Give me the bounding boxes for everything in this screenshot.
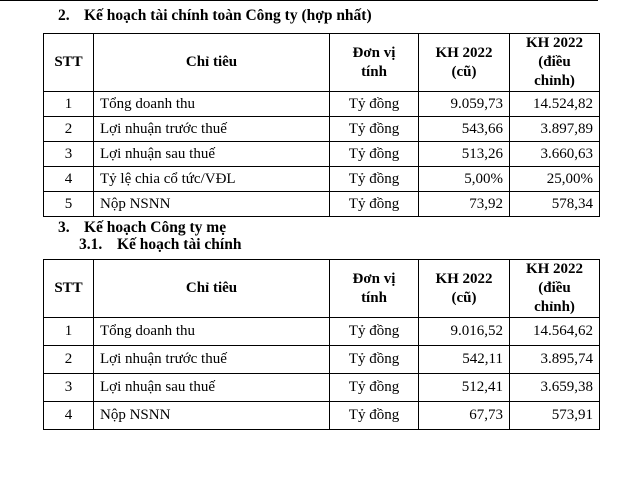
cell-chi-tieu: Tổng doanh thu xyxy=(94,318,330,346)
cell-chi-tieu: Lợi nhuận sau thuế xyxy=(94,142,330,167)
cell-kh-cu: 9.016,52 xyxy=(419,318,510,346)
section-3-heading xyxy=(58,219,226,237)
header-stt: STT xyxy=(44,260,94,318)
table-row xyxy=(44,318,600,346)
cell-stt: 4 xyxy=(44,402,94,430)
header-don-vi-line1: Đơn vị xyxy=(352,44,396,61)
cell-don-vi: Tỷ đồng xyxy=(330,92,419,117)
consolidated-financial-plan-table xyxy=(43,33,600,217)
section-3-1-number: 3.1. xyxy=(79,236,103,253)
cell-kh-dieu-chinh: 578,34 xyxy=(510,192,600,217)
cell-don-vi: Tỷ đồng xyxy=(330,142,419,167)
cell-kh-dieu-chinh: 3.895,74 xyxy=(510,346,600,374)
table-row xyxy=(44,92,600,117)
header-kh-cu-line1: KH 2022 xyxy=(435,44,493,61)
section-2-title: Kế hoạch tài chính toàn Công ty (hợp nhất) xyxy=(84,7,372,24)
cell-kh-cu: 9.059,73 xyxy=(419,92,510,117)
cell-don-vi: Tỷ đồng xyxy=(330,167,419,192)
table-row xyxy=(44,142,600,167)
cell-chi-tieu: Lợi nhuận sau thuế xyxy=(94,374,330,402)
header-kh-dieu-chinh xyxy=(510,34,600,92)
header-kh-cu-line2: (cũ) xyxy=(451,63,477,80)
header-kh-dc-line2: (điều chỉnh) xyxy=(534,54,575,89)
header-kh-cu xyxy=(419,34,510,92)
header-chi-tieu: Chỉ tiêu xyxy=(94,260,330,318)
table-row xyxy=(44,402,600,430)
cell-stt: 1 xyxy=(44,92,94,117)
table-header-row xyxy=(44,260,600,318)
cell-don-vi: Tỷ đồng xyxy=(330,192,419,217)
cell-don-vi: Tỷ đồng xyxy=(330,346,419,374)
cell-kh-dieu-chinh: 3.897,89 xyxy=(510,117,600,142)
header-kh-dieu-chinh xyxy=(510,260,600,318)
cell-stt: 3 xyxy=(44,142,94,167)
cell-chi-tieu: Lợi nhuận trước thuế xyxy=(94,346,330,374)
table-row xyxy=(44,346,600,374)
cell-stt: 1 xyxy=(44,318,94,346)
cell-don-vi: Tỷ đồng xyxy=(330,402,419,430)
cell-kh-cu: 512,41 xyxy=(419,374,510,402)
cell-kh-cu: 543,66 xyxy=(419,117,510,142)
cell-kh-dieu-chinh: 25,00% xyxy=(510,167,600,192)
cell-kh-cu: 542,11 xyxy=(419,346,510,374)
section-3-title: Kế hoạch Công ty mẹ xyxy=(84,219,227,236)
cell-kh-cu: 73,92 xyxy=(419,192,510,217)
cell-kh-dieu-chinh: 3.659,38 xyxy=(510,374,600,402)
table-row xyxy=(44,117,600,142)
cell-kh-dieu-chinh: 14.524,82 xyxy=(510,92,600,117)
cell-chi-tieu: Tỷ lệ chia cổ tức/VĐL xyxy=(94,167,330,192)
header-kh-cu xyxy=(419,260,510,318)
table-row xyxy=(44,374,600,402)
cell-don-vi: Tỷ đồng xyxy=(330,318,419,346)
table-header-row xyxy=(44,34,600,92)
top-rule xyxy=(0,0,598,1)
cell-kh-cu: 67,73 xyxy=(419,402,510,430)
section-3-1-title: Kế hoạch tài chính xyxy=(117,236,242,253)
section-2-heading xyxy=(58,7,372,25)
header-kh-cu-line1: KH 2022 xyxy=(435,270,493,287)
cell-chi-tieu: Nộp NSNN xyxy=(94,402,330,430)
cell-stt: 5 xyxy=(44,192,94,217)
section-3-1-heading xyxy=(79,236,241,254)
cell-don-vi: Tỷ đồng xyxy=(330,374,419,402)
header-kh-dc-line2: (điều chỉnh) xyxy=(534,280,575,315)
cell-kh-dieu-chinh: 14.564,62 xyxy=(510,318,600,346)
header-kh-cu-line2: (cũ) xyxy=(451,289,477,306)
cell-don-vi: Tỷ đồng xyxy=(330,117,419,142)
cell-kh-cu: 5,00% xyxy=(419,167,510,192)
cell-stt: 3 xyxy=(44,374,94,402)
section-2-number: 2. xyxy=(58,7,70,24)
section-3-number: 3. xyxy=(58,219,70,236)
header-kh-dc-line1: KH 2022 xyxy=(525,261,584,277)
header-don-vi xyxy=(330,260,419,318)
cell-chi-tieu: Nộp NSNN xyxy=(94,192,330,217)
header-don-vi xyxy=(330,34,419,92)
parent-company-financial-plan-table xyxy=(43,259,600,430)
header-don-vi-line2: tính xyxy=(361,289,387,306)
header-don-vi-line2: tính xyxy=(361,63,387,80)
header-kh-dc-line1: KH 2022 xyxy=(525,35,584,51)
header-stt: STT xyxy=(44,34,94,92)
header-don-vi-line1: Đơn vị xyxy=(352,270,396,287)
cell-kh-dieu-chinh: 3.660,63 xyxy=(510,142,600,167)
cell-kh-dieu-chinh: 573,91 xyxy=(510,402,600,430)
cell-chi-tieu: Tổng doanh thu xyxy=(94,92,330,117)
cell-stt: 2 xyxy=(44,346,94,374)
header-chi-tieu: Chỉ tiêu xyxy=(94,34,330,92)
table-row xyxy=(44,167,600,192)
cell-stt: 4 xyxy=(44,167,94,192)
table-row xyxy=(44,192,600,217)
cell-stt: 2 xyxy=(44,117,94,142)
cell-chi-tieu: Lợi nhuận trước thuế xyxy=(94,117,330,142)
cell-kh-cu: 513,26 xyxy=(419,142,510,167)
